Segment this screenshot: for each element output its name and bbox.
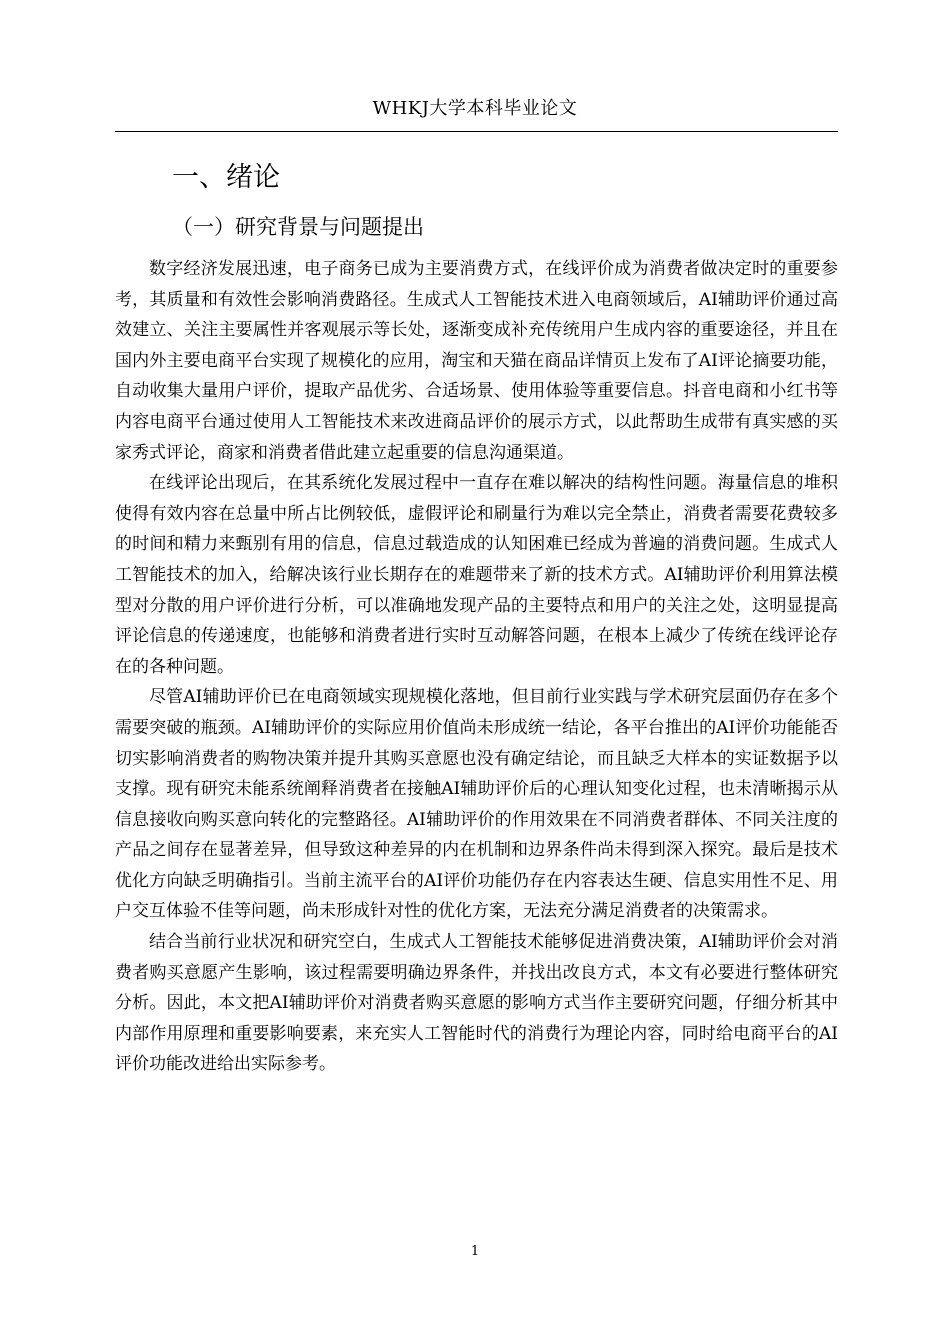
header-divider (115, 131, 838, 132)
chapter-title: 一、绪论 (172, 162, 280, 193)
paragraph: 结合当前行业状况和研究空白，生成式人工智能技术能够促进消费决策，AI辅助评价会对消费者购买意愿产生影响，该过程需要明确边界条件，并找出改良方式，本文有必要进行整体研究分析。因此，本文把AI辅助评价对消费者购买意愿的影响方式当作主要研究问题，仔细分析其中内部作用原理和重要影响要素，来充实人工智能时代的消费行为理论内容，同时给电商平台的AI评价功能改进给出实际参考。 (115, 932, 838, 1075)
paragraph: 数字经济发展迅速，电子商务已成为主要消费方式，在线评价成为消费者做决定时的重要参考，其质量和有效性会影响消费路径。生成式人工智能技术进入电商领域后，AI辅助评价通过高效建立、关注主要属性并客观展示等长处，逐渐变成补充传统用户生成内容的重要途径，并且在国内外主要电商平台实现了规模化的应用，淘宝和天猫在商品详情页上发布了AI评论摘要功能，自动收集大量用户评价，提取产品优劣、合适场景、使用体验等重要信息。抖音电商和小红书等内容电商平台通过使用人工智能技术来改进商品评价的展示方式，以此帮助生成带有真实感的买家秀式评论，商家和消费者借此建立起重要的信息沟通渠道。 (115, 259, 838, 463)
page-number: 1 (470, 1244, 480, 1259)
paragraph: 尽管AI辅助评价已在电商领域实现规模化落地，但目前行业实践与学术研究层面仍存在多个需要突破的瓶颈。AI辅助评价的实际应用价值尚未形成统一结论，各平台推出的AI评价功能能否切实影响消费者的购物决策并提升其购买意愿也没有确定结论，而且缺乏大样本的实证数据予以支撑。现有研究未能系统阐释消费者在接触AI辅助评价后的心理认知变化过程，也未清晰揭示从信息接收向购买意向转化的完整路径。AI辅助评价的作用效果在不同消费者群体、不同关注度的产品之间存在显著差异，但导致这种差异的内在机制和边界条件尚未得到深入探究。最后是技术优化方向缺乏明确指引。当前主流平台的AI评价功能仍存在内容表达生硬、信息实用性不足、用户交互体验不佳等问题，尚未形成针对性的优化方案，无法充分满足消费者的决策需求。 (115, 687, 838, 922)
paragraph: 在线评论出现后，在其系统化发展过程中一直存在难以解决的结构性问题。海量信息的堆积使得有效内容在总量中所占比例较低，虚假评论和刷量行为难以完全禁止，消费者需要花费较多的时间和精力来甄别有用的信息，信息过载造成的认知困难已经成为普遍的消费问题。生成式人工智能技术的加入，给解决该行业长期存在的难题带来了新的技术方式。AI辅助评价利用算法模型对分散的用户评价进行分析，可以准确地发现产品的主要特点和用户的关注之处，这明显提高评论信息的传递速度，也能够和消费者进行实时互动解答问题，在根本上减少了传统在线评论存在的各种问题。 (115, 473, 838, 677)
running-header: WHKJ大学本科毕业论文 (372, 98, 578, 119)
section-title: （一）研究背景与问题提出 (172, 215, 424, 239)
body-text (115, 254, 838, 1080)
